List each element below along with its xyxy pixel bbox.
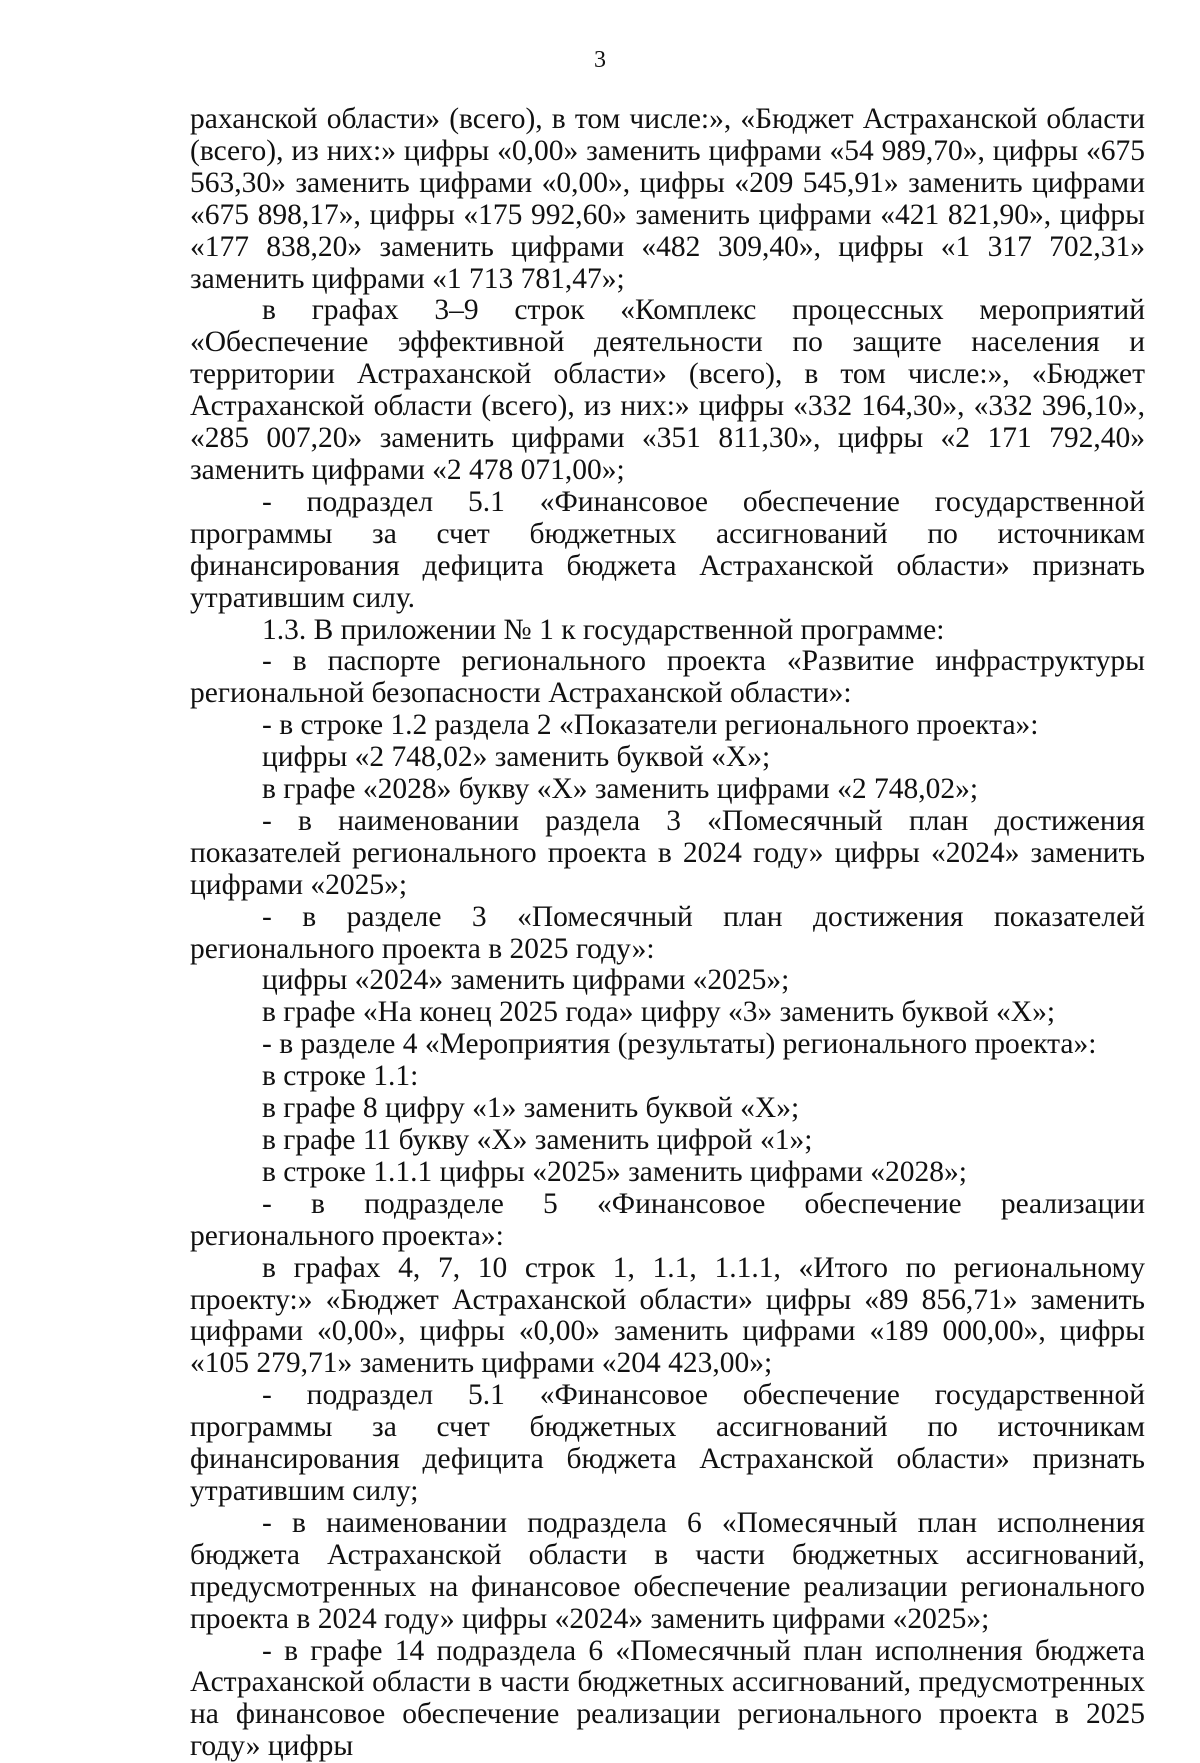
paragraph: - подраздел 5.1 «Финансовое обеспечение государственной программы за счет бюджетных ассигнований по источникам финансирования дефицита бюджета Астраханской области» признать утратившим силу; — [190, 1380, 1145, 1508]
paragraph: - в наименовании подраздела 6 «Помесячный план исполнения бюджета Астраханской области в части бюджетных ассигнований, предусмотренных на финансовое обеспечение реализации регионального проекта в 2024 году» цифры «2024» заменить цифрами «2025»; — [190, 1508, 1145, 1636]
paragraph: цифры «2024» заменить цифрами «2025»; — [190, 965, 1145, 997]
paragraph: в строке 1.1.1 цифры «2025» заменить цифрами «2028»; — [190, 1157, 1145, 1189]
page-number: 3 — [0, 44, 1200, 76]
paragraph: - в разделе 3 «Помесячный план достижения показателей регионального проекта в 2025 году»: — [190, 902, 1145, 966]
section-heading: 1.3. В приложении № 1 к государственной программе: — [190, 615, 1145, 647]
paragraph: - в паспорте регионального проекта «Развитие инфраструктуры региональной безопасности Астраханской области»: — [190, 646, 1145, 710]
paragraph: - в подразделе 5 «Финансовое обеспечение реализации регионального проекта»: — [190, 1189, 1145, 1253]
paragraph: - подраздел 5.1 «Финансовое обеспечение государственной программы за счет бюджетных ассигнований по источникам финансирования дефицита бюджета Астраханской области» признать утратившим силу. — [190, 487, 1145, 615]
paragraph-continuation: раханской области» (всего), в том числе:», «Бюджет Астраханской области (всего), из них:» цифры «0,00» заменить цифрами «54 989,70», цифры «675 563,30» заменить цифрами «0,00», цифры «209 545,91» заменить цифрами «675 898,17», цифры «175 992,60» заменить цифрами «421 821,90», цифры «177 838,20» заменить цифрами «482 309,40», цифры «1 317 702,31» заменить цифрами «1 713 781,47»; — [190, 104, 1145, 295]
paragraph: - в строке 1.2 раздела 2 «Показатели регионального проекта»: — [190, 710, 1145, 742]
document-body — [190, 104, 1145, 1763]
paragraph: в графе 11 букву «Х» заменить цифрой «1»; — [190, 1125, 1145, 1157]
paragraph: в графах 3–9 строк «Комплекс процессных мероприятий «Обеспечение эффективной деятельности по защите населения и территории Астраханской области» (всего), в том числе:», «Бюджет Астраханской области (всего), из них:» цифры «332 164,30», «332 396,10», «285 007,20» заменить цифрами «351 811,30», цифры «2 171 792,40» заменить цифрами «2 478 071,00»; — [190, 295, 1145, 486]
paragraph: в графе «2028» букву «Х» заменить цифрами «2 748,02»; — [190, 774, 1145, 806]
paragraph: в графах 4, 7, 10 строк 1, 1.1, 1.1.1, «Итого по региональному проекту:» «Бюджет Астраханской области» цифры «89 856,71» заменить цифрами «0,00», цифры «0,00» заменить цифрами «189 000,00», цифры «105 279,71» заменить цифрами «204 423,00»; — [190, 1253, 1145, 1381]
paragraph: в строке 1.1: — [190, 1061, 1145, 1093]
paragraph: в графе 8 цифру «1» заменить буквой «Х»; — [190, 1093, 1145, 1125]
paragraph: - в разделе 4 «Мероприятия (результаты) регионального проекта»: — [190, 1029, 1145, 1061]
paragraph: в графе «На конец 2025 года» цифру «3» заменить буквой «Х»; — [190, 997, 1145, 1029]
paragraph: - в графе 14 подраздела 6 «Помесячный план исполнения бюджета Астраханской области в части бюджетных ассигнований, предусмотренных на финансовое обеспечение реализации регионального проекта в 2025 году» цифры — [190, 1636, 1145, 1763]
paragraph: - в наименовании раздела 3 «Помесячный план достижения показателей регионального проекта в 2024 году» цифры «2024» заменить цифрами «2025»; — [190, 806, 1145, 902]
paragraph: цифры «2 748,02» заменить буквой «Х»; — [190, 742, 1145, 774]
